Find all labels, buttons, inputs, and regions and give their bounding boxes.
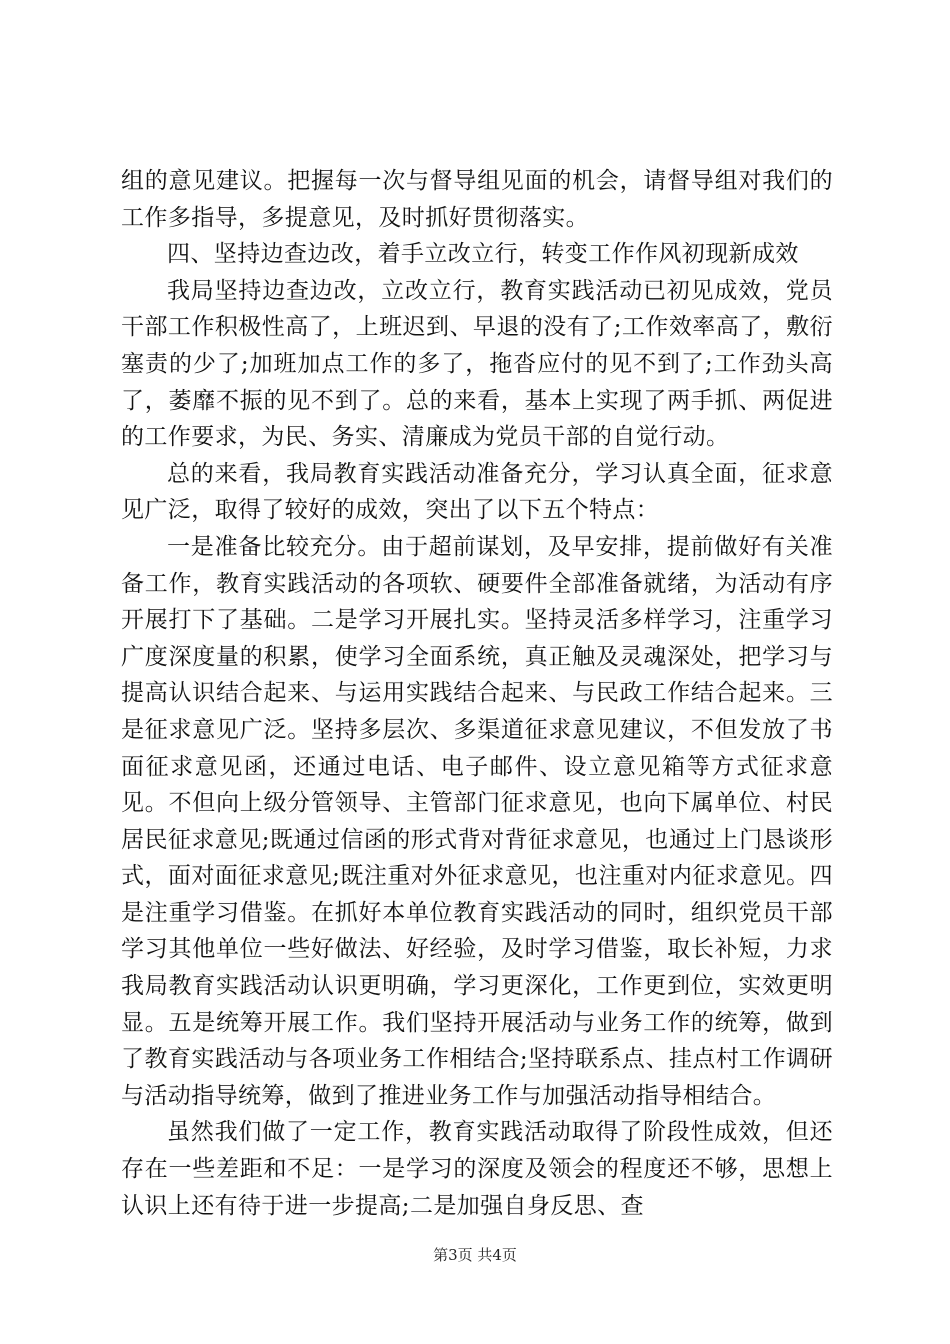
paragraph-6: 虽然我们做了一定工作，教育实践活动取得了阶段性成效，但还存在一些差距和不足：一是学习的深度及领会的程度还不够，思想上认识上还有待于进一步提高;二是加强自身反思、查: [121, 1119, 833, 1219]
paragraph-4: 总的来看，我局教育实践活动准备充分，学习认真全面，征求意见广泛，取得了较好的成效，突出了以下五个特点：: [121, 460, 833, 524]
document-body: [121, 163, 833, 1224]
paragraph-1: 组的意见建议。把握每一次与督导组见面的机会，请督导组对我们的工作多指导，多提意见，及时抓好贯彻落实。: [121, 168, 833, 231]
page-number-footer: 第3页 共4页: [433, 1246, 517, 1264]
section-heading-4: 四、坚持边查边改，着手立改立行，转变工作作风初现新成效: [167, 241, 799, 268]
paragraph-5: 一是准备比较充分。由于超前谋划，及早安排，提前做好有关准备工作，教育实践活动的各项软、硬要件全部准备就绪，为活动有序开展打下了基础。二是学习开展扎实。坚持灵活多样学习，注重学习广度深度量的积累，使学习全面系统，真正触及灵魂深处，把学习与提高认识结合起来、与运用实践结合起来、与民政工作结合起来。三是征求意见广泛。坚持多层次、多渠道征求意见建议，不但发放了书面征求意见函，还通过电话、电子邮件、设立意见箱等方式征求意见。不但向上级分管领导、主管部门征求意见，也向下属单位、村民居民征求意见;既通过信函的形式背对背征求意见，也通过上门恳谈形式，面对面征求意见;既注重对外征求意见，也注重对内征求意见。四是注重学习借鉴。在抓好本单位教育实践活动的同时，组织党员干部学习其他单位一些好做法、好经验，及时学习借鉴，取长补短，力求我局教育实践活动认识更明确，学习更深化，工作更到位，实效更明显。五是统筹开展工作。我们坚持开展活动与业务工作的统筹，做到了教育实践活动与各项业务工作相结合;坚持联系点、挂点村工作调研与活动指导统筹，做到了推进业务工作与加强活动指导相结合。: [121, 533, 833, 1109]
paragraph-3: 我局坚持边查边改，立改立行，教育实践活动已初见成效，党员干部工作积极性高了，上班迟到、早退的没有了;工作效率高了，敷衍塞责的少了;加班加点工作的多了，拖沓应付的见不到了;工作劲头高了，萎靡不振的见不到了。总的来看，基本上实现了两手抓、两促进的工作要求，为民、务实、清廉成为党员干部的自觉行动。: [121, 277, 833, 451]
